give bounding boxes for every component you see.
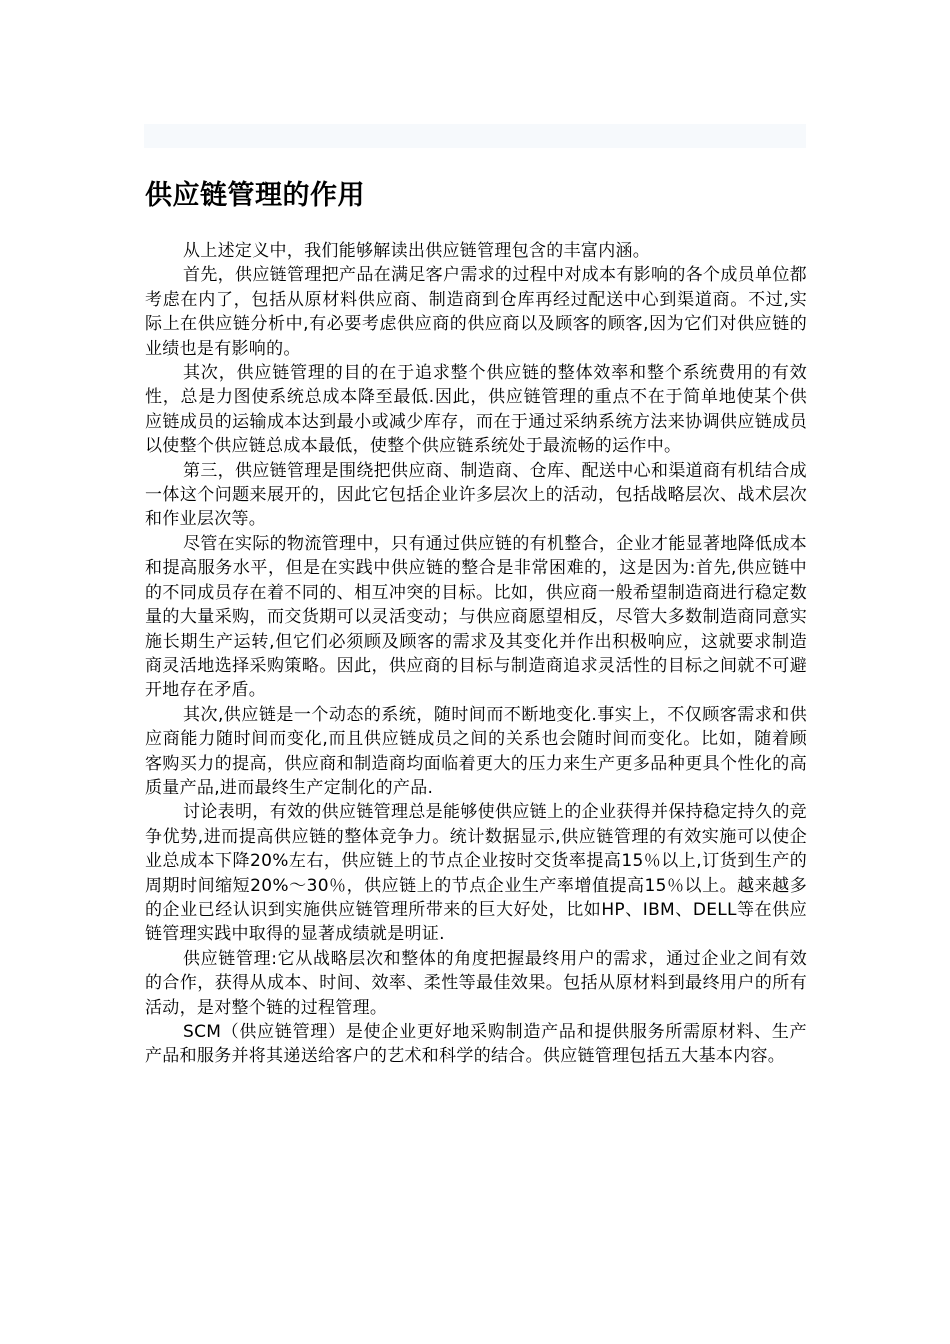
- paragraph: 尽管在实际的物流管理中，只有通过供应链的有机整合，企业才能显著地降低成本和提高服务水平，但是在实践中供应链的整合是非常困难的，这是因为:首先,供应链中的不同成员存在着不同的、相互冲突的目标。比如，供应商一般希望制造商进行稳定数量的大量采购，而交货期可以灵活变动；与供应商愿望相反，尽管大多数制造商同意实施长期生产运转,但它们必须顾及顾客的需求及其变化并作出积极响应，这就要求制造商灵活地选择采购策略。因此，供应商的目标与制造商追求灵活性的目标之间就不可避开地存在矛盾。: [145, 533, 807, 701]
- paragraph: 其次,供应链是一个动态的系统，随时间而不断地变化.事实上，不仅顾客需求和供应商能力随时间而变化,而且供应链成员之间的关系也会随时间而变化。比如，随着顾客购买力的提高，供应商和制造商均面临着更大的压力来生产更多品种更具个性化的高质量产品,进而最终生产定制化的产品.: [145, 704, 807, 798]
- paragraph: 讨论表明，有效的供应链管理总是能够使供应链上的企业获得并保持稳定持久的竞争优势,进而提高供应链的整体竞争力。统计数据显示,供应链管理的有效实施可以使企业总成本下降20%左右，供应链上的节点企业按时交货率提高15％以上,订货到生产的周期时间缩短20%～30％，供应链上的节点企业生产率增值提高15％以上。越来越多的企业已经认识到实施供应链管理所带来的巨大好处，比如HP、IBM、DELL等在供应链管理实践中取得的显著成绩就是明证.: [145, 802, 807, 945]
- paragraph: 第三，供应链管理是围绕把供应商、制造商、仓库、配送中心和渠道商有机结合成一体这个问题来展开的，因此它包括企业许多层次上的活动，包括战略层次、战术层次和作业层次等。: [145, 460, 807, 530]
- document-body: [145, 239, 807, 1069]
- paragraph: SCM（供应链管理）是使企业更好地采购制造产品和提供服务所需原材料、生产产品和服务并将其递送给客户的艺术和科学的结合。供应链管理包括五大基本内容。: [145, 1022, 807, 1067]
- header-band: [144, 124, 806, 148]
- paragraph: 从上述定义中，我们能够解读出供应链管理包含的丰富内涵。: [183, 241, 651, 261]
- paragraph: 供应链管理:它从战略层次和整体的角度把握最终用户的需求，通过企业之间有效的合作，获得从成本、时间、效率、柔性等最佳效果。包括从原材料到最终用户的所有活动，是对整个链的过程管理。: [145, 948, 807, 1018]
- paragraph: 其次，供应链管理的目的在于追求整个供应链的整体效率和整个系统费用的有效性，总是力图使系统总成本降至最低.因此，供应链管理的重点不在于简单地使某个供应链成员的运输成本达到最小或减少库存，而在于通过采纳系统方法来协调供应链成员以使整个供应链总成本最低，使整个供应链系统处于最流畅的运作中。: [145, 363, 807, 457]
- page-title: 供应链管理的作用: [145, 180, 365, 211]
- paragraph: 首先，供应链管理把产品在满足客户需求的过程中对成本有影响的各个成员单位都考虑在内了，包括从原材料供应商、制造商到仓库再经过配送中心到渠道商。不过,实际上在供应链分析中,有必要考虑供应商的供应商以及顾客的顾客,因为它们对供应链的业绩也是有影响的。: [145, 265, 807, 359]
